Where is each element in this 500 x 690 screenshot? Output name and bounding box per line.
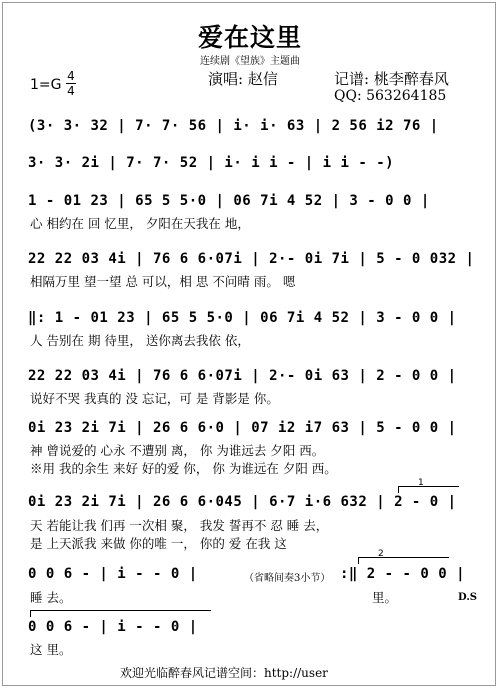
score-line-4-lyric: 相隔万里 望一望 总 可以，相 思 不问晴 雨。 嗯 — [30, 274, 296, 289]
volta-bracket-1 — [398, 486, 459, 493]
time-signature-bottom: 4 — [67, 84, 75, 98]
notator-credit: 记谱: 桃李醉春风 — [334, 70, 449, 88]
score-line-8-lyric: 天 若能让我 们再 一次相 聚， 我发 誓再不 忍 睡 去， — [30, 518, 329, 533]
score-line-5-lyric: 人 告别在 期 待里， 送你离去我依 依， — [30, 333, 250, 348]
key-signature: 1=G — [30, 77, 62, 93]
score-line-6-notes: 22 22 03 4i | 76 6 6·07i | 2·- 0i 63 | 2 - 0 0 | — [28, 368, 457, 384]
score-line-10-notes: 0 0 6 - | i - - 0 | — [28, 619, 198, 635]
score-line-9b-notes: :‖ 2 - - 0 0 | — [340, 566, 466, 582]
score-line-3-notes: 1 - 01 23 | 65 5 5·0 | 06 7i 4 52 | 3 - 0 0 | — [28, 193, 430, 209]
score-line-2-notes: 3· 3· 2i | 7· 7· 52 | i· i i - | i i - -) — [28, 155, 395, 171]
score-line-8-notes: 0i 23 2i 7i | 26 6 6·045 | 6·7 i·6 632 | 2 - 0 | — [28, 494, 457, 510]
time-signature — [66, 70, 76, 97]
score-line-1-notes: (3· 3· 32 | 7· 7· 56 | i· i· 63 | 2 56 i2 76 | — [28, 118, 439, 134]
song-subtitle: 连续剧《望族》主题曲 — [200, 56, 300, 67]
score-line-8-lyric-alt: 是 上天派我 来做 你的唯 一， 你的 爱 在我 这 — [30, 536, 287, 551]
score-line-9-lyric: 睡 去。 — [30, 590, 72, 605]
score-line-7-lyric: 神 曾说爱的 心永 不遭别 离， 你 为谁远去 夕阳 西。 — [30, 443, 325, 458]
score-line-9-notes: 0 0 6 - | i - - 0 | — [28, 566, 198, 582]
score-line-4-notes: 22 22 03 4i | 76 6 6·07i | 2·- 0i 7i | 5 - 0 032 | — [28, 251, 475, 267]
interlude-note: （省略间奏3小节） — [244, 573, 331, 584]
qq-contact: QQ: 563264185 — [334, 88, 447, 104]
song-title: 爱在这里 — [197, 23, 302, 52]
score-line-6-lyric: 说好不哭 我真的 没 忘记，可 是 背影是 你。 — [30, 391, 279, 406]
singer-credit: 演唱: 赵信 — [208, 70, 278, 88]
score-line-10-lyric: 这 里。 — [30, 642, 72, 657]
footer-url: 欢迎光临醉春风记谱空间：http://user — [120, 666, 328, 680]
score-line-7-lyric-alt: ※用 我的余生 来好 好的爱 你， 你 为谁远在 夕阳 西。 — [30, 461, 337, 476]
score-line-5-notes: ‖: 1 - 01 23 | 65 5 5·0 | 06 7i 4 52 | 3 - 0 0 | — [28, 310, 457, 326]
score-line-3-lyric: 心 相约在 回 忆里， 夕阳在天我在 地， — [30, 216, 250, 231]
score-line-7-notes: 0i 23 2i 7i | 26 6 6·0 | 07 i2 i7 63 | 5 - 0 0 | — [28, 420, 457, 436]
time-signature-top: 4 — [67, 69, 75, 83]
volta-number-2: 2 — [378, 549, 384, 559]
score-line-9b-lyric: 里。 — [372, 590, 398, 605]
volta-bracket-2 — [358, 557, 449, 564]
volta-bracket-2b — [30, 610, 211, 617]
volta-number-1: 1 — [418, 478, 424, 488]
da-segno-mark: D.S — [458, 592, 478, 603]
